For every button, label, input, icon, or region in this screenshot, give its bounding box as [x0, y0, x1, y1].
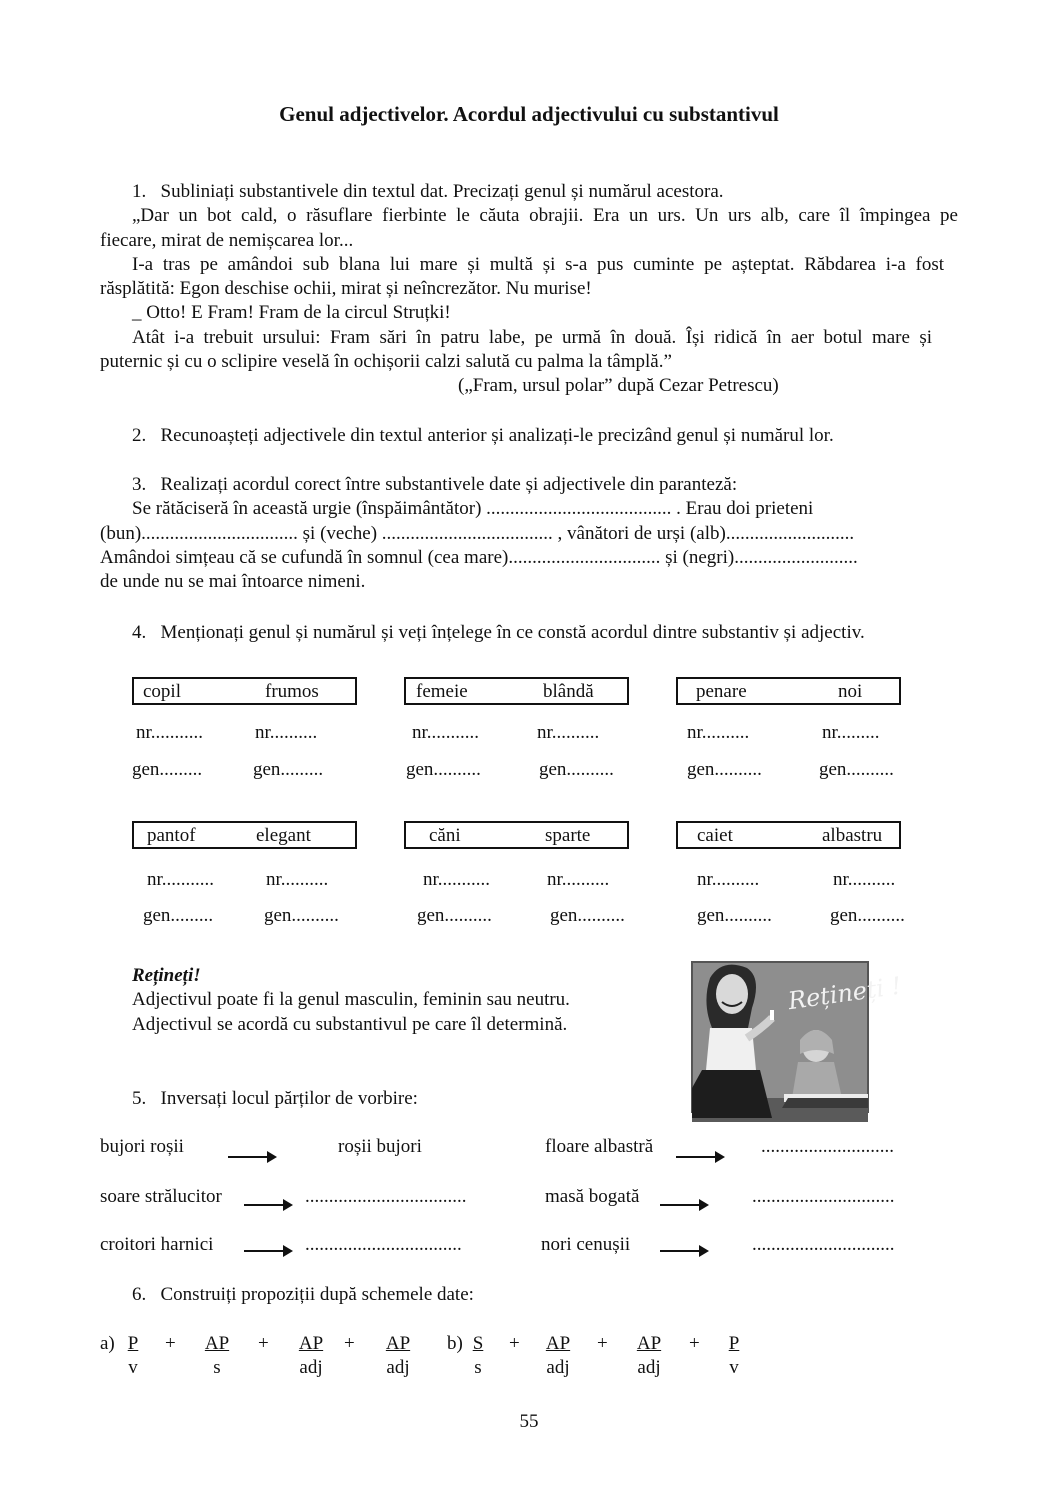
plus-sign: + — [165, 1333, 176, 1354]
gen-blank[interactable]: gen.......... — [697, 905, 772, 926]
scheme-b-label: b) — [447, 1333, 463, 1354]
scheme-term — [202, 1332, 232, 1380]
ex5-right-phrase: floare albastră — [545, 1136, 654, 1157]
pair-adjective: frumos — [265, 681, 319, 702]
term-part: s — [474, 1357, 482, 1378]
pair-noun: căni — [429, 825, 461, 846]
pair-box — [132, 821, 357, 849]
ex5-left-phrase: croitori harnici — [100, 1234, 214, 1255]
pair-noun: pantof — [147, 825, 196, 846]
pair-box — [404, 677, 629, 705]
nr-blank[interactable]: nr........... — [423, 869, 491, 890]
gen-blank[interactable]: gen.......... — [417, 905, 492, 926]
ex3-line-1: Se rătăciseră în această urgie (înspăimântător) ....................................... . Erau doi prieteni — [132, 498, 814, 519]
nr-blank[interactable]: nr.......... — [537, 722, 600, 743]
nr-blank[interactable]: nr.......... — [833, 869, 896, 890]
arrow-icon — [244, 1204, 291, 1206]
nr-blank[interactable]: nr........... — [136, 722, 204, 743]
ex3-line-3: Amândoi simțeau că se cufundă în somnul (cea mare)................................ și (negri).......................... — [100, 547, 858, 568]
term-symbol: AP — [204, 1333, 230, 1354]
plus-sign: + — [509, 1333, 520, 1354]
gen-blank[interactable]: gen......... — [132, 759, 203, 780]
ex5-right-answer[interactable]: ............................ — [761, 1136, 894, 1157]
ex1-line-6: Atât i-a trebuit ursului: Fram sări în patru labe, pe urmă în două. Își ridică în aer botul mare și — [132, 327, 932, 348]
pair-box — [676, 677, 901, 705]
gen-blank[interactable]: gen.......... — [687, 759, 762, 780]
gen-blank[interactable]: gen......... — [143, 905, 214, 926]
ex5-right-phrase: masă bogată — [545, 1186, 640, 1207]
term-part: v — [729, 1357, 739, 1378]
term-symbol: AP — [385, 1333, 411, 1354]
gen-blank[interactable]: gen.......... — [830, 905, 905, 926]
term-symbol: S — [472, 1333, 484, 1354]
nr-blank[interactable]: nr.......... — [255, 722, 318, 743]
ex2-heading: 2. Recunoașteți adjectivele din textul anterior și analizați-le precizând genul și numărul lor. — [132, 425, 834, 446]
scheme-term — [632, 1332, 666, 1380]
term-part: adj — [546, 1357, 570, 1378]
plus-sign: + — [258, 1333, 269, 1354]
ex5-right-phrase: nori cenușii — [541, 1234, 631, 1255]
pair-noun: copil — [143, 681, 181, 702]
nr-blank[interactable]: nr......... — [822, 722, 880, 743]
ex6-heading: 6. Construiți propoziții după schemele date: — [132, 1284, 474, 1305]
pair-adjective: noi — [838, 681, 863, 702]
term-symbol: P — [127, 1333, 139, 1354]
gen-blank[interactable]: gen......... — [253, 759, 324, 780]
teacher-illustration — [692, 958, 903, 1122]
page-title: Genul adjectivelor. Acordul adjectivului cu substantivul — [279, 102, 779, 126]
nr-blank[interactable]: nr.......... — [547, 869, 610, 890]
pair-noun: femeie — [416, 681, 468, 702]
ex1-line-7: puternic și cu o sclipire veselă în ochișorii calzi salută cu palma la tâmplă.” — [100, 351, 672, 372]
board-text: Rețineți ! — [786, 971, 903, 1016]
ex3-line-2: (bun)................................. și (veche) .................................... , vânători de urși (alb)........................... — [100, 523, 855, 544]
retineti-rule-1: Adjectivul poate fi la genul masculin, feminin sau neutru. — [132, 989, 570, 1010]
term-symbol: P — [728, 1333, 740, 1354]
arrow-icon — [244, 1250, 291, 1252]
pair-noun: penare — [696, 681, 747, 702]
scheme-term — [294, 1332, 328, 1380]
nr-blank[interactable]: nr........... — [412, 722, 480, 743]
retineti-title: Rețineți! — [132, 965, 201, 986]
ex1-heading: 1. Subliniați substantivele din textul dat. Precizați genul și numărul acestora. — [132, 181, 724, 202]
arrow-icon — [660, 1250, 707, 1252]
pair-adjective: blândă — [543, 681, 594, 702]
arrow-icon — [228, 1156, 275, 1158]
arrow-icon — [660, 1204, 707, 1206]
pair-box — [676, 821, 901, 849]
scheme-term — [468, 1332, 488, 1380]
ex5-left-answer[interactable]: ................................. — [305, 1234, 462, 1255]
ex3-line-4: de unde nu se mai întoarce nimeni. — [100, 571, 366, 592]
ex1-line-3: I-a tras pe amândoi sub blana lui mare și multă și s-a pus cuminte pe așteptat. Răbdarea i-a fost — [132, 254, 944, 275]
ex5-left-phrase: soare strălucitor — [100, 1186, 222, 1207]
gen-blank[interactable]: gen.......... — [819, 759, 894, 780]
arrow-icon — [676, 1156, 723, 1158]
retineti-rule-2: Adjectivul se acordă cu substantivul pe care îl determină. — [132, 1014, 568, 1035]
gen-blank[interactable]: gen.......... — [264, 905, 339, 926]
gen-blank[interactable]: gen.......... — [406, 759, 481, 780]
scheme-a-label: a) — [100, 1333, 115, 1354]
ex1-line-5: _ Otto! E Fram! Fram de la circul Struțki! — [132, 302, 451, 323]
ex1-line-2: fiecare, mirat de nemișcarea lor... — [100, 230, 354, 251]
term-part: v — [128, 1357, 138, 1378]
nr-blank[interactable]: nr........... — [147, 869, 215, 890]
pair-adjective: albastru — [822, 825, 883, 846]
ex5-left-phrase: bujori roșii — [100, 1136, 184, 1157]
pair-noun: caiet — [697, 825, 733, 846]
scheme-term — [541, 1332, 575, 1380]
ex5-right-answer[interactable]: .............................. — [752, 1186, 895, 1207]
plus-sign: + — [597, 1333, 608, 1354]
term-part: adj — [386, 1357, 410, 1378]
ex5-heading: 5. Inversați locul părților de vorbire: — [132, 1088, 418, 1109]
pair-adjective: sparte — [545, 825, 591, 846]
page-number: 55 — [519, 1411, 539, 1432]
gen-blank[interactable]: gen.......... — [550, 905, 625, 926]
ex5-left-answer[interactable]: roșii bujori — [338, 1136, 422, 1157]
nr-blank[interactable]: nr.......... — [266, 869, 329, 890]
ex1-line-1: „Dar un bot cald, o răsuflare fierbinte le căuta obrajii. Era un urs. Un urs alb, care îl împingea pe — [132, 205, 958, 226]
term-symbol: AP — [545, 1333, 571, 1354]
term-part: adj — [299, 1357, 323, 1378]
pair-box — [404, 821, 629, 849]
ex1-source: („Fram, ursul polar” după Cezar Petrescu) — [458, 375, 779, 396]
nr-blank[interactable]: nr.......... — [687, 722, 750, 743]
pair-adjective: elegant — [256, 825, 311, 846]
scheme-term — [724, 1332, 744, 1380]
term-symbol: AP — [298, 1333, 324, 1354]
term-part: adj — [637, 1357, 661, 1378]
term-symbol: AP — [636, 1333, 662, 1354]
ex3-heading: 3. Realizați acordul corect între substantivele date și adjectivele din paranteză: — [132, 474, 738, 495]
scheme-term — [380, 1332, 416, 1380]
plus-sign: + — [689, 1333, 700, 1354]
pair-box — [132, 677, 357, 705]
nr-blank[interactable]: nr.......... — [697, 869, 760, 890]
scheme-term — [122, 1332, 144, 1380]
term-part: s — [213, 1357, 221, 1378]
ex5-right-answer[interactable]: .............................. — [752, 1234, 895, 1255]
gen-blank[interactable]: gen.......... — [539, 759, 614, 780]
ex1-line-4: răsplătită: Egon deschise ochii, mirat și neîncrezător. Nu murise! — [100, 278, 592, 299]
ex5-left-answer[interactable]: .................................. — [305, 1186, 467, 1207]
ex4-heading: 4. Menționați genul și numărul și veți înțelege în ce constă acordul dintre substantiv și adjectiv. — [132, 622, 865, 643]
plus-sign: + — [344, 1333, 355, 1354]
